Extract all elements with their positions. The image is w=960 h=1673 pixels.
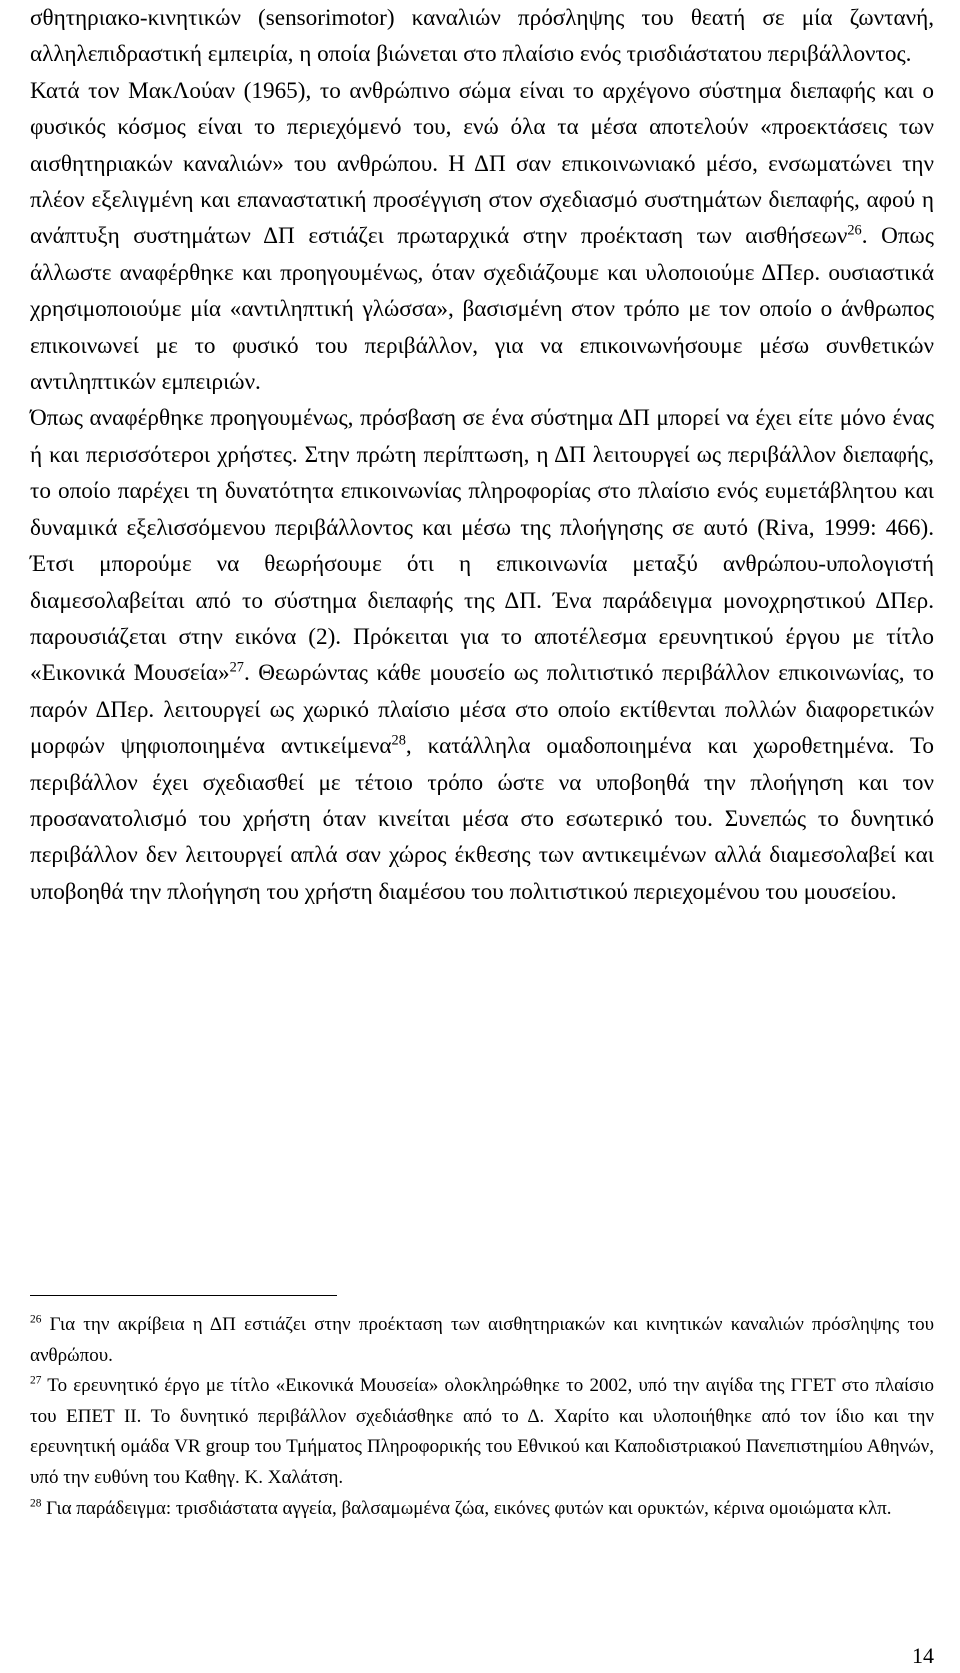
footnotes <box>30 1310 934 1524</box>
footnote-26 <box>30 1310 934 1371</box>
paragraph-2-text-a: Κατά τον ΜακΛούαν (1965), το ανθρώπινο σώμα είναι το αρχέγονο σύστημα διεπαφής και ο φυσικός κόσμος είναι το περιεχόμενό του, ενώ όλα τα μέσα αποτελούν «προεκτάσεις των αισθητηριακών καναλιών» του ανθρώπου. Η ΔΠ σαν επικοινωνιακό μέσο, ενσωματώνει την πλέον εξελιγμένη και επαναστατική προσέγγιση στον σχεδιασμό συστημάτων διεπαφής, αφού η ανάπτυξη συστημάτων ΔΠ εστιάζει πρωταρχικά στην προέκταση των αισθήσεων <box>30 77 934 250</box>
footnote-28 <box>30 1494 934 1525</box>
paragraph-3 <box>30 400 934 910</box>
paragraph-1-text: σθητηριακο-κινητικών (sensorimotor) καναλιών πρόσληψης του θεατή σε μία ζωντανή, αλληλεπιδραστική εμπειρία, η οποία βιώνεται στο πλαίσιο ενός τρισδιάστατου περιβάλλοντος. <box>30 5 934 68</box>
footnote-text-26: Για την ακρίβεια η ΔΠ εστιάζει στην προέκταση των αισθητηριακών και κινητικών καναλιών πρόσληψης του ανθρώπου. <box>30 1314 934 1366</box>
footnote-number-28: 28 <box>30 1497 42 1510</box>
paragraph-2 <box>30 73 934 401</box>
paragraph-3-text-c: , κατάλληλα ομαδοποιημένα και χωροθετημένα. Το περιβάλλον έχει σχεδιασθεί με τέτοιο τρόπο ώστε να υποβοηθά την πλοήγηση και τον προσανατολισμό του χρήστη όταν κινείται μέσα στο εσωτερικό του. Συνεπώς το δυνητικό περιβάλλον δεν λειτουργεί απλά σαν χώρος έκθεσης των αντικειμένων αλλά διαμεσολαβεί και υποβοηθά την πλοήγηση του χρήστη διαμέσου του πολιτιστικού περιεχομένου του μουσείου. <box>30 733 934 905</box>
footnote-number-27: 27 <box>30 1374 42 1387</box>
page-body <box>30 0 934 910</box>
paragraph-3-text-b: . Θεωρώντας κάθε μουσείο ως πολιτιστικό περιβάλλον επικοινωνίας, το παρόν ΔΠερ. λειτουργεί ως χωρικό πλαίσιο μέσα στο οποίο εκτίθενται πολλών διαφορετικών μορφών ψηφιοποιημένα αντικείμενα <box>30 660 934 760</box>
footnote-number-26: 26 <box>30 1313 42 1326</box>
footnote-ref-28[interactable]: 28 <box>391 732 406 749</box>
main-text <box>30 0 934 910</box>
footnote-ref-27[interactable]: 27 <box>229 659 244 676</box>
paragraph-1 <box>30 0 934 73</box>
paragraph-2-text-b: . Οπως άλλωστε αναφέρθηκε και προηγουμένως, όταν σχεδιάζουμε και υλοποιούμε ΔΠερ. ουσιαστικά χρησιμοποιούμε μία «αντιληπτική γλώσσα», βασισμένη στον τρόπο με τον οποίο ο άνθρωπος επικοινωνεί με το φυσικό του περιβάλλον, για να επικοινωνήσουμε μέσω συνθετικών αντιληπτικών εμπειριών. <box>30 223 934 396</box>
footnote-text-27: Το ερευνητικό έργο με τίτλο «Εικονικά Μουσεία» ολοκληρώθηκε το 2002, υπό την αιγίδα της ΓΓΕΤ στο πλαίσιο του ΕΠΕΤ ΙΙ. Το δυνητικό περιβάλλον σχεδιάσθηκε από το Δ. Χαρίτο και υλοποιήθηκε από τον ίδιο και την ερευνητική ομάδα VR group του Τμήματος Πληροφορικής του Εθνικού και Καποδιστριακού Πανεπιστημίου Αθηνών, υπό την ευθύνη του Καθηγ. Κ. Χαλάτση. <box>30 1375 934 1488</box>
footnote-separator <box>30 1295 337 1296</box>
page-number: 14 <box>912 1643 934 1668</box>
footnote-27 <box>30 1371 934 1493</box>
footnote-text-28: Για παράδειγμα: τρισδιάστατα αγγεία, βαλσαμωμένα ζώα, εικόνες φυτών και ορυκτών, κέρινα ομοιώματα κλπ. <box>41 1497 892 1519</box>
paragraph-3-text-a: Όπως αναφέρθηκε προηγουμένως, πρόσβαση σε ένα σύστημα ΔΠ μπορεί να έχει είτε μόνο ένας ή και περισσότεροι χρήστες. Στην πρώτη περίπτωση, η ΔΠ λειτουργεί ως περιβάλλον διεπαφής, το οποίο παρέχει τη δυνατότητα επικοινωνίας πληροφορίας στο πλαίσιο ενός ευμετάβλητου και δυναμικά εξελισσόμενου περιβάλλοντος και μέσω της πλοήγησης σε αυτό (Riva, 1999: 466). Έτσι μπορούμε να θεωρήσουμε ότι η επικοινωνία μεταξύ ανθρώπου-υπολογιστή διαμεσολαβείται από το σύστημα διεπαφής της ΔΠ. Ένα παράδειγμα μονοχρηστικού ΔΠερ. παρουσιάζεται στην εικόνα (2). Πρόκειται για το αποτέλεσμα ερευνητικού έργου με τίτλο «Εικονικά Μουσεία» <box>30 405 934 687</box>
footnote-ref-26[interactable]: 26 <box>847 222 862 239</box>
